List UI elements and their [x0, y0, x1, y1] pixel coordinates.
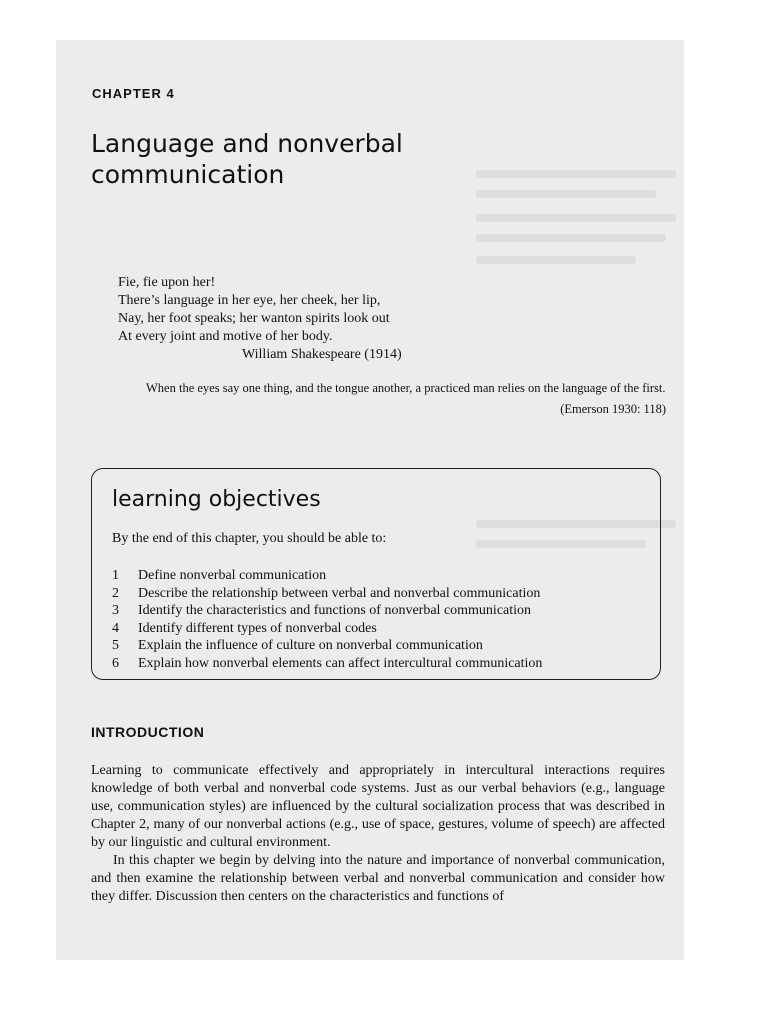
objective-number: 2 [112, 585, 119, 601]
objective-text: Identify the characteristics and functions of nonverbal communication [138, 603, 532, 618]
objectives-intro: By the end of this chapter, you should be able to: [112, 531, 387, 546]
verse-line: Fie, fie upon her! [118, 275, 216, 290]
chapter-label: CHAPTER 4 [92, 86, 175, 101]
objective-number: 1 [112, 568, 119, 583]
introduction-heading: INTRODUCTION [91, 724, 205, 740]
verse-line: Nay, her foot speaks; her wanton spirits look out [118, 311, 390, 326]
epigraph-source: (Emerson 1930: 118) [560, 402, 666, 416]
objective-text: Explain how nonverbal elements can affect intercultural communication [138, 655, 543, 671]
objective-item [112, 637, 542, 655]
show-through-line [476, 256, 636, 264]
verse-line: At every joint and motive of her body. [118, 329, 333, 344]
show-through-line [476, 214, 676, 222]
body-paragraph: Learning to communicate effectively and appropriately in intercultural interactions requires knowledge of both verbal and nonverbal code systems. Just as our verbal behaviors (e.g., language use, communication styles) are influenced by the cultural socialization process that was described in Chapter 2, many of our nonverbal actions (e.g., use of space, gestures, volume of speech) are affected by our linguistic and cultural environment. [91, 763, 665, 850]
objectives-list [112, 567, 542, 672]
objective-number: 4 [112, 620, 119, 636]
epigraph-quote [146, 380, 666, 417]
objective-item [112, 567, 542, 585]
book-page [56, 40, 684, 960]
objective-text: Define nonverbal communication [138, 568, 327, 583]
show-through-line [476, 190, 656, 198]
chapter-title: Language and nonverbal communication [91, 129, 403, 189]
objective-item [112, 620, 542, 638]
objective-text: Describe the relationship between verbal and nonverbal communication [138, 585, 541, 601]
objective-number: 5 [112, 638, 119, 653]
verse-line: There’s language in her eye, her cheek, her lip, [118, 293, 381, 308]
epigraph-text: When the eyes say one thing, and the tongue another, a practiced man relies on the language of the first. [146, 381, 666, 395]
verse-quote [118, 274, 402, 364]
objective-number: 3 [112, 603, 119, 618]
objective-text: Identify different types of nonverbal codes [138, 620, 377, 636]
body-paragraph: In this chapter we begin by delving into the nature and importance of nonverbal communication, and then examine the relationship between verbal and nonverbal communication and consider how they differ. Discussion then centers on the characteristics and functions of [91, 853, 665, 904]
objective-text: Explain the influence of culture on nonverbal communication [138, 638, 483, 653]
objectives-heading: learning objectives [112, 487, 321, 512]
objective-item [112, 655, 542, 673]
objective-number: 6 [112, 655, 119, 671]
introduction-body [91, 762, 665, 906]
show-through-line [476, 234, 666, 242]
learning-objectives-box [91, 468, 661, 680]
verse-attribution: William Shakespeare (1914) [242, 347, 402, 362]
objective-item [112, 602, 542, 620]
objective-item [112, 585, 542, 603]
